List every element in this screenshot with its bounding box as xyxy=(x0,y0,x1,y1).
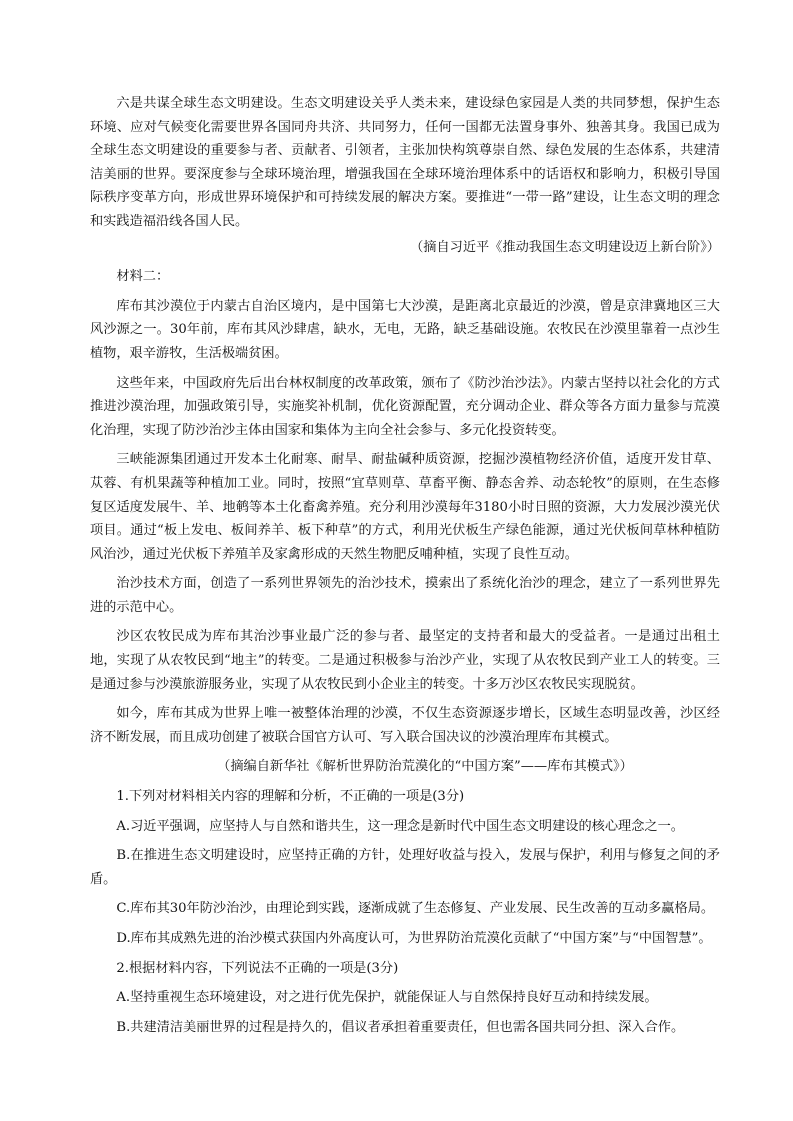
question1-option-d: D.库布其成熟先进的治沙模式获国内外高度认可，为世界防治荒漠化贡献了“中国方案”与“中国智慧”。 xyxy=(116,931,712,946)
material2-paragraph: 如今，库布其成为世界上唯一被整体治理的沙漠，不仅生态资源逐步增长，区域生态明显改善，沙区经济不断发展，而且成功创建了被联合国官方认可、写入联合国决议的沙漠治理库布其模式。 xyxy=(90,706,720,745)
material1-source: （摘自习近平《推动我国生态文明建设迈上新台阶》） xyxy=(410,239,720,255)
material2-heading: 材料二： xyxy=(116,269,170,285)
material2-paragraph: 沙区农牧民成为库布其治沙事业最广泛的参与者、最坚定的支持者和最大的受益者。一是通过出租土地，实现了从农牧民到“地主”的转变。二是通过积极参与治沙产业，实现了从农牧民到产业工人的转变。三是通过参与沙漠旅游服务业，实现了从农牧民到小企业主的转变。十多万沙区农牧民实现脱贫。 xyxy=(90,629,720,692)
question2-option-a: A.坚持重视生态环境建设，对之进行优先保护，就能保证人与自然保持良好互动和持续发展。 xyxy=(116,990,658,1006)
question1-option-b: B.在推进生态文明建设时，应坚持正确的方针，处理好收益与投入，发展与保护，利用与修复之间的矛盾。 xyxy=(90,848,720,887)
material2-source: （摘编自新华社《解析世界防治荒漠化的“中国方案”——库布其模式》） xyxy=(217,759,633,775)
question1-option-a: A.习近平强调，应坚持人与自然和谐共生，这一理念是新时代中国生态文明建设的核心理念之一。 xyxy=(116,818,684,834)
material1-paragraph: 六是共谋全球生态文明建设。生态文明建设关乎人类未来，建设绿色家园是人类的共同梦想，保护生态环境、应对气候变化需要世界各国同舟共济、共同努力，任何一国都无法置身事外、独善其身。我国已成为全球生态文明建设的重要参与者、贡献者、引领者，主张加快构筑尊崇自然、绿色发展的生态体系，共建清洁美丽的世界。要深度参与全球环境治理，增强我国在全球环境治理体系中的话语权和影响力，积极引导国际秩序变革方向，形成世界环境保护和可持续发展的解决方案。要推进“一带一路”建设，让生态文明的理念和实践造福沿线各国人民。 xyxy=(90,96,720,229)
question1-stem: 1.下列对材料相关内容的理解和分析，不正确的一项是(3分) xyxy=(116,789,465,805)
exam-page xyxy=(90,92,720,1045)
question2-stem: 2.根据材料内容，下列说法不正确的一项是(3分) xyxy=(116,960,399,976)
material2-paragraph: 库布其沙漠位于内蒙古自治区境内，是中国第七大沙漠，是距离北京最近的沙漠，曾是京津冀地区三大风沙源之一。30年前，库布其风沙肆虐，缺水，无电，无路，缺乏基础设施。农牧民在沙漠里靠着一点沙生植物，艰辛游牧，生活极端贫困。 xyxy=(90,298,720,361)
material2-paragraph: 治沙技术方面，创造了一系列世界领先的治沙技术，摸索出了系统化治沙的理念，建立了一系列世界先进的示范中心。 xyxy=(90,576,720,615)
question2-option-b: B.共建清洁美丽世界的过程是持久的，倡议者承担着重要责任，但也需各国共同分担、深入合作。 xyxy=(116,1019,685,1035)
material2-paragraph: 这些年来，中国政府先后出台林权制度的改革政策，颁布了《防沙治沙法》。内蒙古坚持以社会化的方式推进沙漠治理，加强政策引导，实施奖补机制，优化资源配置，充分调动企业、群众等各方面力量参与荒漠化治理，实现了防沙治沙主体由国家和集体为主向全社会参与、多元化投资转变。 xyxy=(90,375,720,438)
question1-option-c: C.库布其30年防沙治沙，由理论到实践，逐渐成就了生态修复、产业发展、民生改善的互动多赢格局。 xyxy=(116,901,715,917)
material2-paragraph: 三峡能源集团通过开发本土化耐寒、耐旱、耐盐碱种质资源，挖掘沙漠植物经济价值，适度开发甘草、苁蓉、有机果蔬等种植加工业。同时，按照“宜草则草、草畜平衡、静态舍养、动态轮牧”的原则，在生态修复区适度发展牛、羊、地鹌等本土化畜禽养殖。充分利用沙漠每年3180小时日照的资源，大力发展沙漠光伏项目。通过“板上发电、板间养羊、板下种草”的方式，利用光伏板生产绿色能源，通过光伏板间草林种植防风治沙，通过光伏板下养殖羊及家禽形成的天然生物肥反哺种植，实现了良性互动。 xyxy=(90,452,720,562)
